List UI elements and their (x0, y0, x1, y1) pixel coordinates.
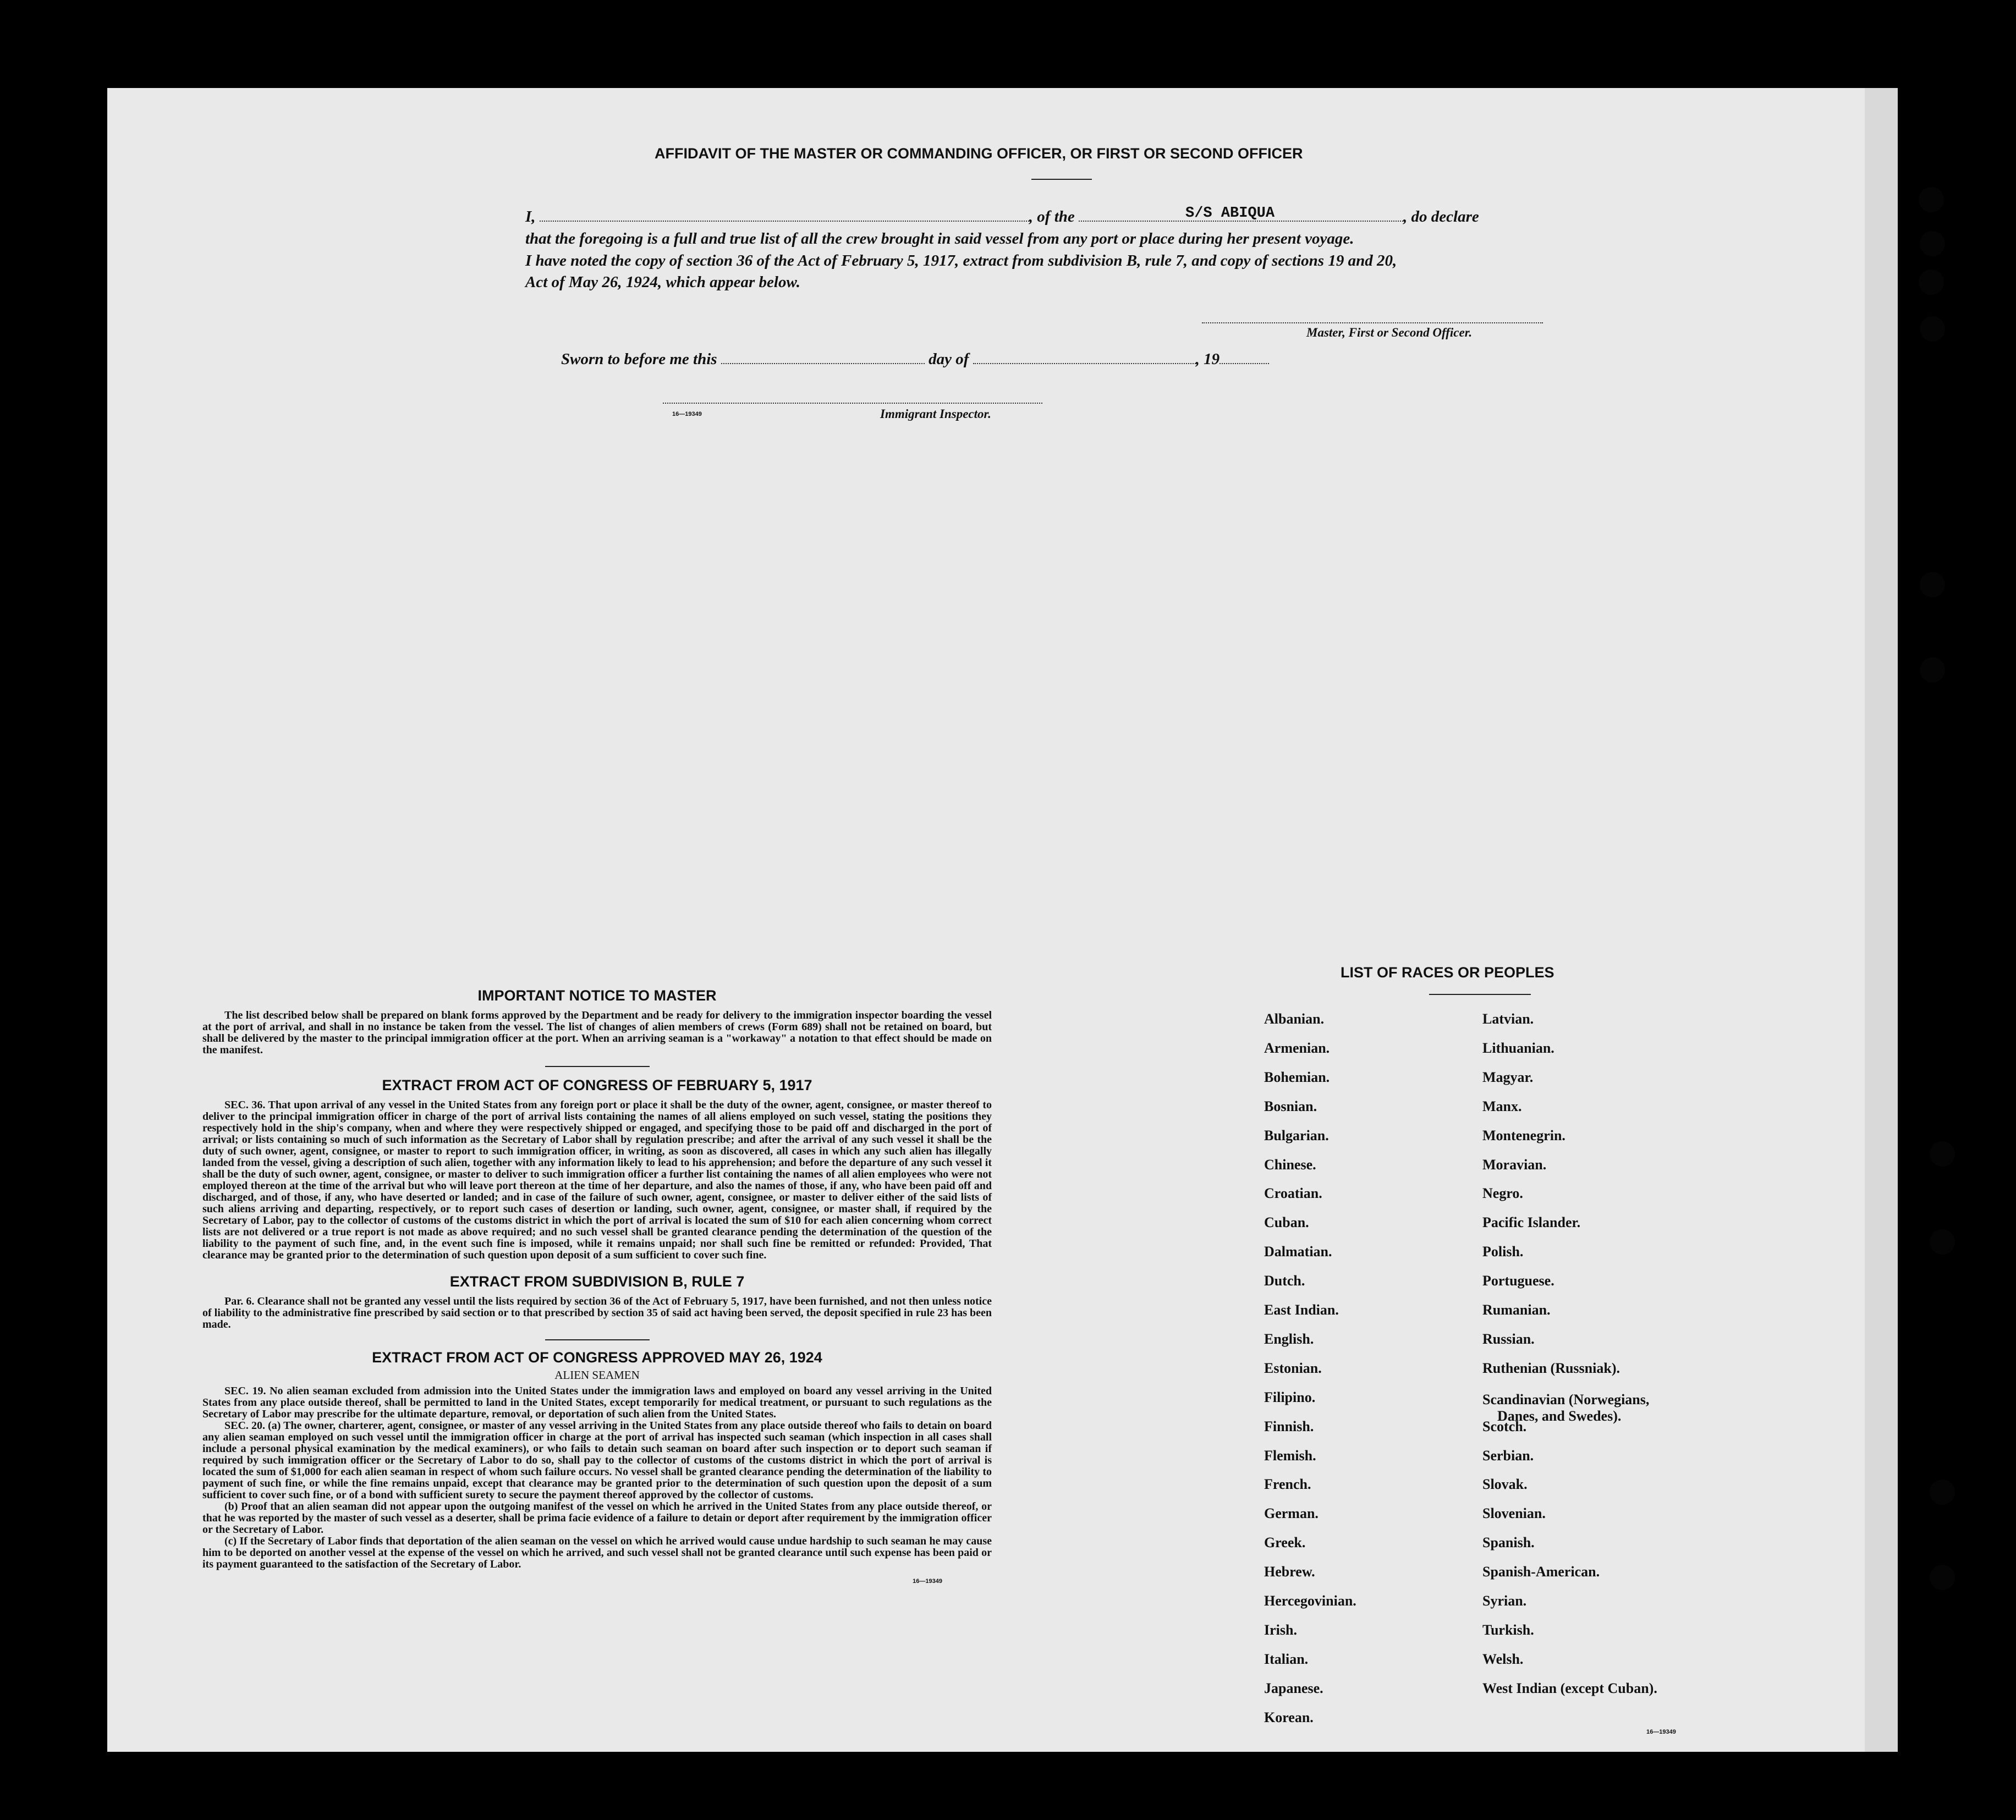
race-item: Negro. (1482, 1185, 1523, 1202)
race-item: Italian. (1264, 1651, 1309, 1667)
sec19-text: SEC. 19. No alien seaman excluded from admission into the United States under the immigration laws and employed on board any vessel arriving in the United States from any place outside thereof, shall be permitted to land in the United States, except temporarily for medical treatment, or pursuant to such regulations as the Secretary of Labor may prescribe for the ultimate departure, removal, or deportation of such alien from the United States. (202, 1385, 992, 1420)
race-item: Syrian. (1482, 1593, 1527, 1609)
race-item: Danes, and Swedes). (1497, 1407, 1622, 1424)
race-item: Irish. (1264, 1621, 1297, 1638)
sec20b-text: (b) Proof that an alien seaman did not appear upon the outgoing manifest of the vessel on which he arrived in the United States from any place outside thereof, or that he was reported by the master of such vessel as a deserter, shall be prima facie evidence of a failure to detain or deport after requirement by the immigration officer or the Secretary of Labor. (202, 1500, 992, 1536)
race-item: German. (1264, 1505, 1319, 1522)
affidavit-line-3: I have noted the copy of section 36 of the Act of February 5, 1917, extract from subdivision B, rule 7, and copy of sections 19 and 20, (525, 252, 1397, 270)
race-item: Armenian. (1264, 1040, 1330, 1056)
race-item: Cuban. (1264, 1214, 1309, 1231)
race-item: Lithuanian. (1482, 1040, 1554, 1056)
race-item: Spanish-American. (1482, 1564, 1600, 1580)
race-item: Portuguese. (1482, 1273, 1554, 1289)
day-of-label: day of (929, 350, 969, 368)
race-item: Hercegovinian. (1264, 1593, 1356, 1609)
punch-hole (1920, 316, 1945, 342)
race-item: Flemish. (1264, 1447, 1316, 1464)
race-item: Montenegrin. (1482, 1127, 1565, 1143)
punch-hole (1930, 1480, 1955, 1505)
sworn-line (561, 350, 1269, 369)
month-blank (973, 361, 1196, 364)
punch-hole (1930, 1229, 1955, 1255)
affidavit-declare: , do declare (1403, 208, 1479, 226)
sec20c-text: (c) If the Secretary of Labor finds that deportation of the alien seaman on the vessel on which he arrived would cause undue hardship to such seaman he may cause him to be deported on another vessel at the expense of the vessel on which he arrived, and such vessel shall not be granted clearance until such expense has been paid or its payment guaranteed to the satisfaction of the Secretary of Labor. (202, 1535, 992, 1570)
divider (545, 1339, 650, 1340)
vessel-name: S/S ABIQUA (1185, 205, 1275, 222)
race-item: Scandinavian (Norwegians, (1482, 1391, 1650, 1407)
affidavit-line-2: that the foregoing is a full and true list of all the crew brought in said vessel from any port or place during her present voyage. (525, 230, 1354, 248)
inspector-label: Immigrant Inspector. (880, 407, 991, 421)
sworn-label: Sworn to before me this (561, 350, 717, 368)
race-item: Estonian. (1264, 1360, 1322, 1376)
race-item: Chinese. (1264, 1156, 1316, 1173)
race-item: Filipino. (1264, 1389, 1316, 1405)
day-blank (721, 361, 925, 364)
race-item: Korean. (1264, 1709, 1314, 1725)
punch-hole (1919, 270, 1944, 295)
race-item: East Indian. (1264, 1302, 1339, 1318)
notice-title: IMPORTANT NOTICE TO MASTER (477, 987, 717, 1004)
race-item: Slovak. (1482, 1476, 1528, 1493)
punch-hole (1919, 187, 1944, 212)
race-item: West Indian (except Cuban). (1482, 1680, 1657, 1696)
inspector-signature-line (663, 403, 1042, 404)
affidavit-title: AFFIDAVIT OF THE MASTER OR COMMANDING OFFICER, OR FIRST OR SECOND OFFICER (655, 145, 1303, 162)
race-item: Latvian. (1482, 1011, 1534, 1027)
race-item: Bosnian. (1264, 1098, 1317, 1114)
affidavit-i: I, (525, 208, 536, 226)
race-item: Russian. (1482, 1330, 1535, 1347)
race-item: Pacific Islander. (1482, 1214, 1581, 1231)
extract-form-number: 16—19349 (913, 1578, 942, 1585)
notice-text: The list described below shall be prepared on blank forms approved by the Department and be ready for delivery to the immigration inspector boarding the vessel at the port of arrival, and shall in no instance be taken from the vessel. The list of changes of alien members of crews (Form 689) shall not be retained on board, but shall be delivered by the master to the principal immigration officer at the port. When an arriving seaman is a "workaway" a notation to that effect should be made on the manifest. (202, 1009, 992, 1056)
punch-hole (1920, 231, 1945, 256)
rule7-text: Par. 6. Clearance shall not be granted any vessel until the lists required by section 36 of the Act of February 5, 1917, have been furnished, and not then unless notice of liability to the administrative fine prescribed by said section or to that prescribed by section 35 of said act having been served, the deposit specified in rule 23 has been made. (202, 1295, 992, 1330)
race-item: Turkish. (1482, 1621, 1534, 1638)
race-item: Ruthenian (Russniak). (1482, 1360, 1620, 1376)
alien-seamen-subtitle: ALIEN SEAMEN (554, 1368, 640, 1382)
race-item: Polish. (1482, 1244, 1524, 1260)
race-item: Hebrew. (1264, 1564, 1315, 1580)
race-item: Spanish. (1482, 1535, 1535, 1551)
races-title: LIST OF RACES OR PEOPLES (1341, 964, 1554, 981)
divider (1429, 994, 1531, 995)
race-item: Albanian. (1264, 1011, 1325, 1027)
race-item: Rumanian. (1482, 1302, 1551, 1318)
race-item: Bohemian. (1264, 1069, 1330, 1085)
race-item: Slovenian. (1482, 1505, 1546, 1522)
extract-1924-title: EXTRACT FROM ACT OF CONGRESS APPROVED MAY 26, 1924 (372, 1349, 822, 1366)
race-item: Moravian. (1482, 1156, 1547, 1173)
race-item: Japanese. (1264, 1680, 1323, 1696)
punch-hole (1920, 572, 1945, 597)
extract-1917-text: SEC. 36. That upon arrival of any vessel in the United States from any foreign port or place it shall be the duty of the owner, agent, consignee, or master thereof to deliver to the principal immigration officer in charge of the port of arrival lists containing the names of all aliens employed on such vessel, stating the positions they respectively hold in the ship's company, when and where they were respectively shipped or engaged, and specifying those to be paid off and discharged in the port of arrival; or lists containing so much of such information as the Secretary of Labor shall by regulation prescribe; and after the arrival of any such vessel it shall be the duty of such owner, agent, consignee, or master to report to such immigration officer, in writing, as soon as discovered, all cases in which any such alien has illegally landed from the vessel, giving a description of such alien, together with any information likely to lead to his apprehension; and before the departure of any such vessel it shall be the duty of such owner, agent, consignee, or master to deliver to such immigration officer a further list containing the names of all alien employees who were not employed thereon at the time of the arrival but who will leave port thereon at the time of her departure, and also the names of those, if any, who have been paid off and discharged, and of those, if any, who have deserted or landed; and in case of the failure of such owner, agent, consignee, or master to deliver either of the said lists of such aliens arriving and departing, respectively, or to report such cases of desertion or landing, such owner, agent, consignee, or master shall, if required by the Secretary of Labor, pay to the collector of customs of the customs district in which the port of arrival is located the sum of $10 for each alien concerning whom correct lists are not delivered or a true report is not made as above required; and no such vessel shall be granted clearance pending the determination of the question of the liability to the payment of such fine, and, in the event such fine is imposed, while it remains unpaid; nor shall such fine be remitted or refunded: Provided, That clearance may be granted prior to the determination of such question upon deposit of a sum sufficient to cover such fine. (202, 1099, 992, 1261)
race-item: Greek. (1264, 1535, 1306, 1551)
race-item: Croatian. (1264, 1185, 1322, 1202)
master-signature-line (1202, 322, 1543, 323)
race-item: Welsh. (1482, 1651, 1524, 1667)
extract-1917-title: EXTRACT FROM ACT OF CONGRESS OF FEBRUARY 5, 1917 (382, 1077, 812, 1093)
affidavit-line-1 (525, 208, 1479, 226)
race-item: Scotch. (1482, 1418, 1527, 1434)
race-item: Finnish. (1264, 1418, 1314, 1434)
divider (545, 1066, 650, 1067)
master-label: Master, First or Second Officer. (1306, 326, 1473, 339)
race-item: Dutch. (1264, 1273, 1305, 1289)
race-item: French. (1264, 1476, 1311, 1493)
races-form-number: 16—19349 (1646, 1729, 1676, 1735)
race-item: Serbian. (1482, 1447, 1534, 1464)
year-label: , 19 (1195, 350, 1220, 368)
race-item: Manx. (1482, 1098, 1522, 1114)
race-item: Magyar. (1482, 1069, 1534, 1085)
name-blank (540, 218, 1029, 222)
punch-hole (1920, 657, 1945, 683)
punch-hole (1930, 1565, 1955, 1590)
affidavit-of-the: , of the (1029, 208, 1075, 226)
sec20a-text: SEC. 20. (a) The owner, charterer, agent, consignee, or master of any vessel arriving in the United States from any place outside thereof who fails to detain on board any alien seaman employed on such vessel until the immigration officer in charge at the port of arrival has inspected such seaman (which inspection in all cases shall include a personal physical examination by the medical examiners), or who fails to detain such seaman on board after such inspection or to deport such seaman if required by such immigration officer or the Secretary of Labor to do so, shall pay to the collector of customs of the customs district in which the port of arrival is located the sum of $1,000 for each alien seaman in respect of whom such failure occurs. No vessel shall be granted clearance pending the determination of the liability to payment of such fine, or while the fine remains unpaid, except that clearance may be granted prior to the determination of such question upon the deposit of a sum sufficient to cover such fine, or of a bond with sufficient surety to secure the payment thereof approved by the collector of customs. (202, 1420, 992, 1501)
race-item: Dalmatian. (1264, 1244, 1332, 1260)
affidavit-form-number: 16—19349 (672, 411, 702, 417)
punch-hole (1930, 1141, 1955, 1167)
year-blank (1220, 361, 1269, 364)
divider (1031, 179, 1092, 180)
race-item: English. (1264, 1330, 1314, 1347)
race-item: Bulgarian. (1264, 1127, 1329, 1143)
rule7-title: EXTRACT FROM SUBDIVISION B, RULE 7 (449, 1273, 745, 1290)
legal-text-column (202, 987, 992, 1585)
affidavit-line-4: Act of May 26, 1924, which appear below. (525, 273, 800, 291)
